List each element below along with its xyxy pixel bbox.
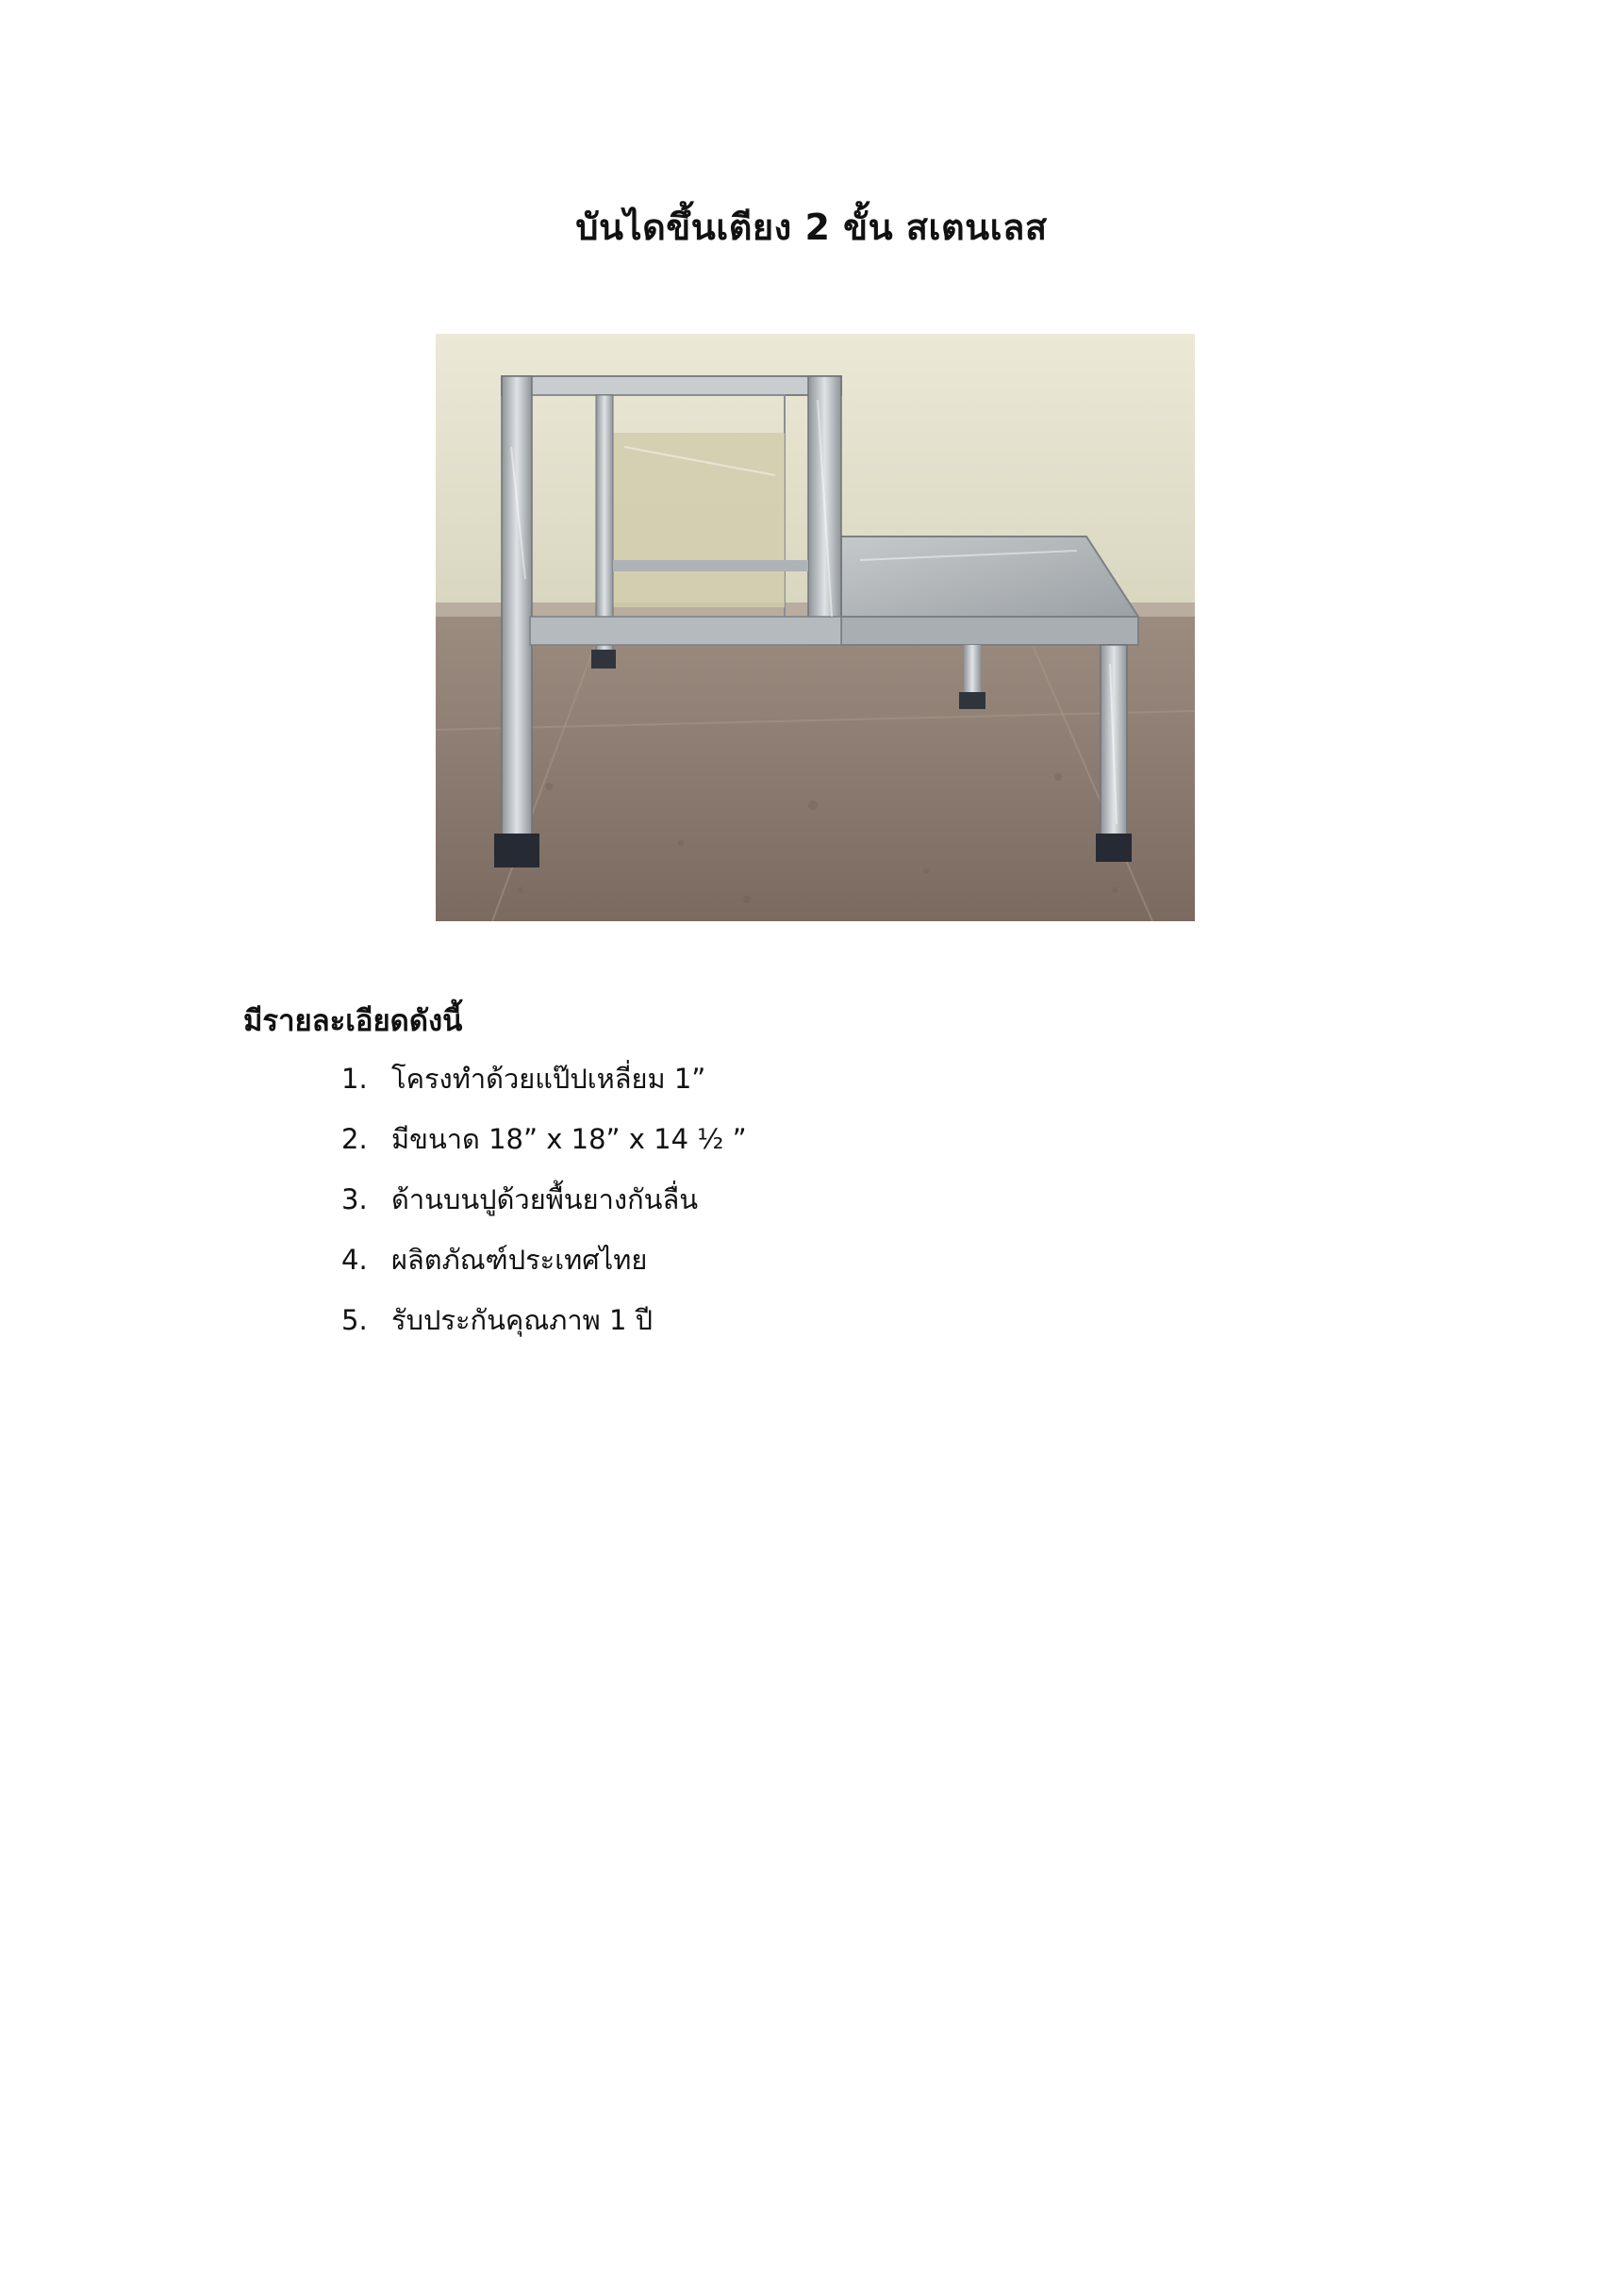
list-item-text: มีขนาด 18” x 18” x 14 ½ ” — [391, 1123, 747, 1155]
list-item — [341, 1230, 747, 1290]
details-heading: มีรายละเอียดดังนี้ — [243, 1004, 463, 1038]
list-item-number: 3. — [341, 1183, 368, 1215]
list-item-text: โครงทำด้วยแป๊ปเหลี่ยม 1” — [391, 1063, 706, 1095]
list-item — [341, 1109, 747, 1169]
list-item-number: 2. — [341, 1123, 368, 1155]
list-item-number: 4. — [341, 1244, 368, 1276]
product-photo — [436, 334, 1195, 921]
page-title: บันไดขึ้นเตียง 2 ขั้น สเตนเลส — [575, 206, 1048, 248]
list-item — [341, 1290, 747, 1350]
list-item — [341, 1049, 747, 1109]
product-photo-illustration — [436, 334, 1195, 921]
list-item-number: 1. — [341, 1063, 368, 1095]
list-item-text: ผลิตภัณฑ์ประเทศไทย — [391, 1244, 648, 1276]
list-item-text: ด้านบนปูด้วยพื้นยางกันลื่น — [391, 1183, 699, 1215]
list-item-text: รับประกันคุณภาพ 1 ปี — [391, 1304, 654, 1336]
list-item — [341, 1169, 747, 1230]
details-list — [341, 1049, 747, 1350]
list-item-number: 5. — [341, 1304, 368, 1336]
